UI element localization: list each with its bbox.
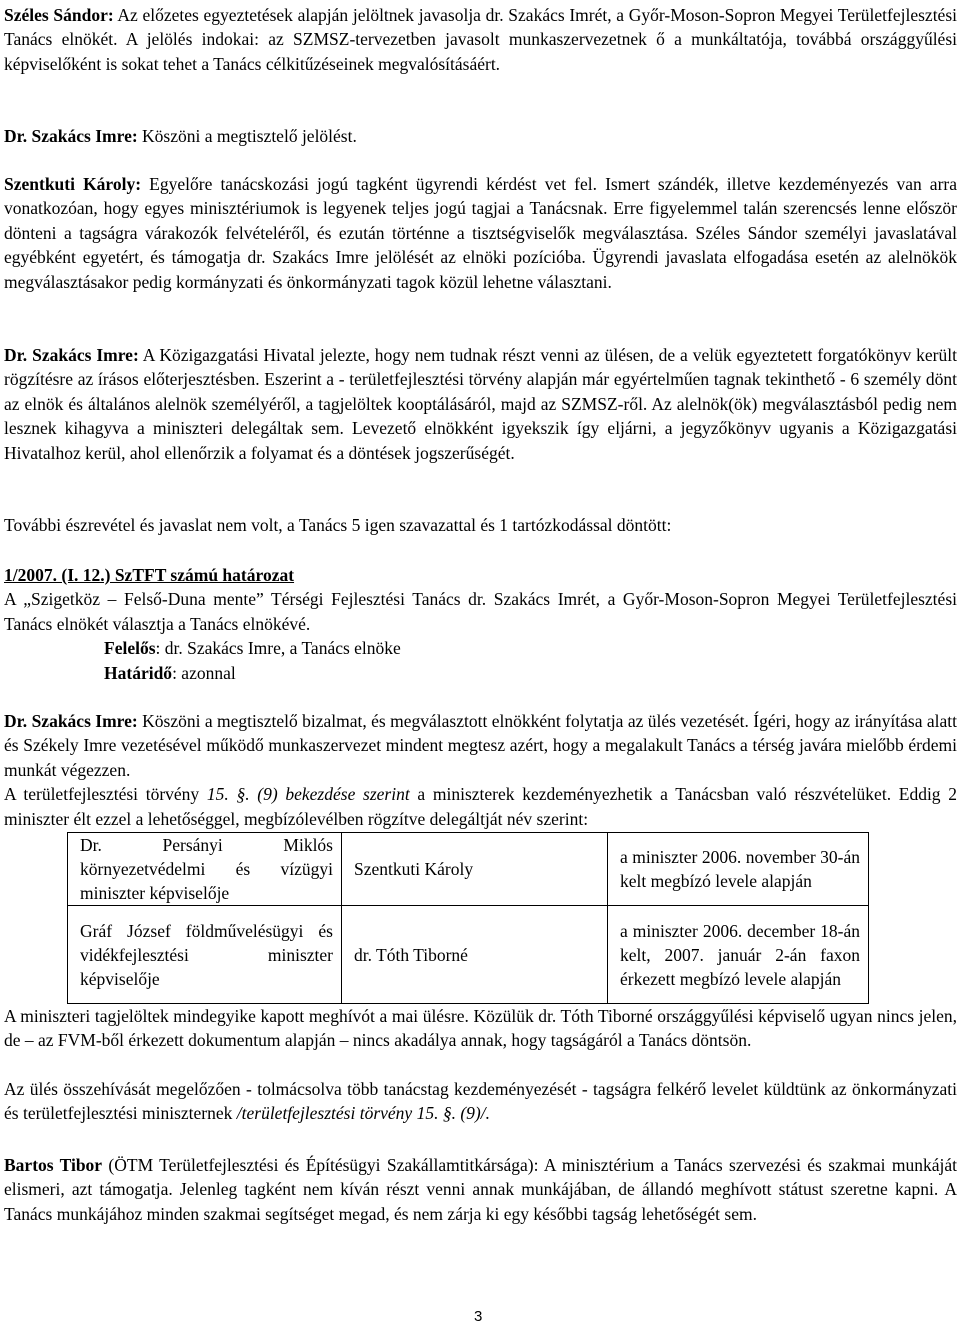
delegate-name: dr. Tóth Tiborné — [342, 906, 608, 1004]
responsible-value: : dr. Szakács Imre, a Tanács elnöke — [155, 638, 401, 659]
paragraph-delegates-note: A miniszteri tagjelöltek mindegyike kapott meghívót a mai ülésre. Közülük dr. Tóth Tiborné országgyűlési képviselő ugyan nincs jelen, de – az FVM-ből érkezett dokumentum alapján – nincs akadálya annak, hogy tagságáról a Tanács döntsön. — [4, 1006, 957, 1051]
table-row — [68, 833, 869, 906]
paragraph-text: Köszöni a megtisztelő jelölést. — [137, 126, 357, 146]
delegates-table — [67, 832, 869, 1004]
law-reference: 15. §. (9) bekezdése szerint — [206, 784, 410, 805]
paragraph-szakacs-3 — [4, 709, 957, 831]
paragraph-szentkuti — [4, 172, 957, 294]
speaker-name: Szentkuti Károly: — [4, 174, 142, 194]
resolution-block — [4, 563, 957, 685]
paragraph-szeles — [4, 3, 957, 76]
paragraph-szakacs-2 — [4, 343, 957, 465]
speaker-name: Széles Sándor: — [4, 5, 114, 25]
paragraph-text: A Közigazgatási Hivatal jelezte, hogy nem tudnak részt venni az ülésen, de a velük egyeztetett forgatókönyv került rögzítésre az írásos előterjesztésben. Eszerint a - területfejlesztési törvény alapján már egyértelműen tagnak tekinthető - 6 személy dönt az elnök és általános alelnök személyéről, a tagjelöltek kooptálásáról, majd az SZMSZ-ről. Az alelnök(ök) megválasztásból pedig nem lesznek kihagyva a miniszteri delegáltak sem. Levezető elnökként igyekszik így eljárni, a jegyzőkönyv ugyanis a Közigazgatási Hivatalhoz kerül, ahol ellenőrzik a folyamat és a döntések jogszerűségét. — [4, 345, 957, 463]
resolution-number: 1/2007. (I. 12.) SzTFT számú határozat — [4, 565, 295, 585]
paragraph-text: A területfejlesztési törvény — [4, 784, 207, 805]
speaker-name: Dr. Szakács Imre: — [4, 711, 138, 731]
table-row — [68, 906, 869, 1004]
paragraph-vote: További észrevétel és javaslat nem volt, a Tanács 5 igen szavazattal és 1 tartózkodással döntött: — [4, 515, 672, 535]
paragraph-text: a miniszterek kezdeményezhetik a Tanácsban való részvételüket. Eddig 2 miniszter élt ezzel a lehetőséggel, megbízólevélben rögzítve delegáltját név szerint: — [4, 784, 958, 829]
resolution-deadline — [4, 661, 957, 685]
delegate-ministry: Dr. Persányi Miklós környezetvédelmi és vízügyi miniszter képviselője — [68, 833, 342, 906]
paragraph-text: Az ülés összehívását megelőzően - tolmácsolva több tanácstag kezdeményezését - tagságra felkérő levelet küldtünk az önkormányzati és területfejlesztési miniszternek — [4, 1079, 957, 1124]
resolution-text: A „Szigetköz – Felső-Duna mente” Térségi Fejlesztési Tanács dr. Szakács Imrét, a Győr-Moson-Sopron Megyei Területfejlesztési Tanács elnökét választja a Tanács elnökévé. — [4, 589, 957, 634]
speaker-name: Bartos Tibor — [4, 1155, 103, 1175]
deadline-label: Határidő — [104, 662, 173, 683]
delegate-basis: a miniszter 2006. november 30-án kelt megbízó levele alapján — [608, 833, 869, 906]
law-reference: /területfejlesztési törvény 15. §. (9)/. — [236, 1103, 490, 1124]
paragraph-invitation — [4, 1077, 957, 1126]
paragraph-text: Az előzetes egyeztetések alapján jelöltnek javasolja dr. Szakács Imrét, a Győr-Moson-Sopron Megyei Területfejlesztési Tanács elnökét. A jelölés indokai: az SZMSZ-tervezetben javasolt munkaszervezetnek ő a munkáltatója, továbbá országgyűlési képviselőként is sokat tehet a Tanács célkitűzéseinek megvalósításáért. — [4, 5, 958, 74]
delegate-ministry: Gráf József földművelésügyi és vidékfejlesztési miniszter képviselője — [68, 906, 342, 1004]
speaker-name: Dr. Szakács Imre: — [4, 345, 139, 365]
delegate-name: Szentkuti Károly — [342, 833, 608, 906]
delegate-basis: a miniszter 2006. december 18-án kelt, 2007. január 2-án faxon érkezett megbízó levele alapján — [608, 906, 869, 1004]
deadline-value: : azonnal — [172, 662, 236, 683]
responsible-label: Felelős — [104, 638, 156, 659]
paragraph-bartos — [4, 1153, 957, 1226]
paragraph-text: (ÖTM Területfejlesztési és Építésügyi Szakállamtitkársága): A minisztérium a Tanács szervezési és szakmai munkáját elismeri, azt támogatja. Jelenleg tagként nem kíván részt venni annak munkájában, de állandó meghívott státust szeretne kapni. A Tanács munkájához minden szakmai segítséget megad, és nem zárja ki egy későbbi tagság lehetőségét sem. — [4, 1155, 957, 1224]
paragraph-text: Egyelőre tanácskozási jogú tagként ügyrendi kérdést vet fel. Ismert szándék, illetve kezdeményezés van arra vonatkozóan, hogy egyes minisztériumok is legyenek teljes jogú tagjai a Tanácsnak. Erre figyelemmel talán szerencsés lenne először dönteni a tagságra várakozók felvételéről, és ezután történne a tisztségviselők megválasztása. Széles Sándor személyi javaslatával egyébként egyetért, és támogatja dr. Szakács Imre jelölését az elnöki pozícióba. Ügyrendi javaslata elfogadása esetén az alelnökök megválasztásakor pedig kormányzati és önkormányzati tagok közül lehetne választani. — [4, 174, 957, 292]
paragraph-text: Köszöni a megtisztelő bizalmat, és megválasztott elnökként folytatja az ülés vezetését. Ígéri, hogy az irányítása alatt és Székely Imre vezetésével működő munkaszervezet mindent megtesz azért, hogy a megalakult Tanács a térség javára mielőbb érdemi munkát végezzen. — [4, 711, 957, 780]
page-number: 3 — [474, 1308, 483, 1325]
paragraph-szakacs-1 — [4, 124, 957, 148]
resolution-responsible — [4, 636, 957, 660]
speaker-name: Dr. Szakács Imre: — [4, 126, 138, 146]
